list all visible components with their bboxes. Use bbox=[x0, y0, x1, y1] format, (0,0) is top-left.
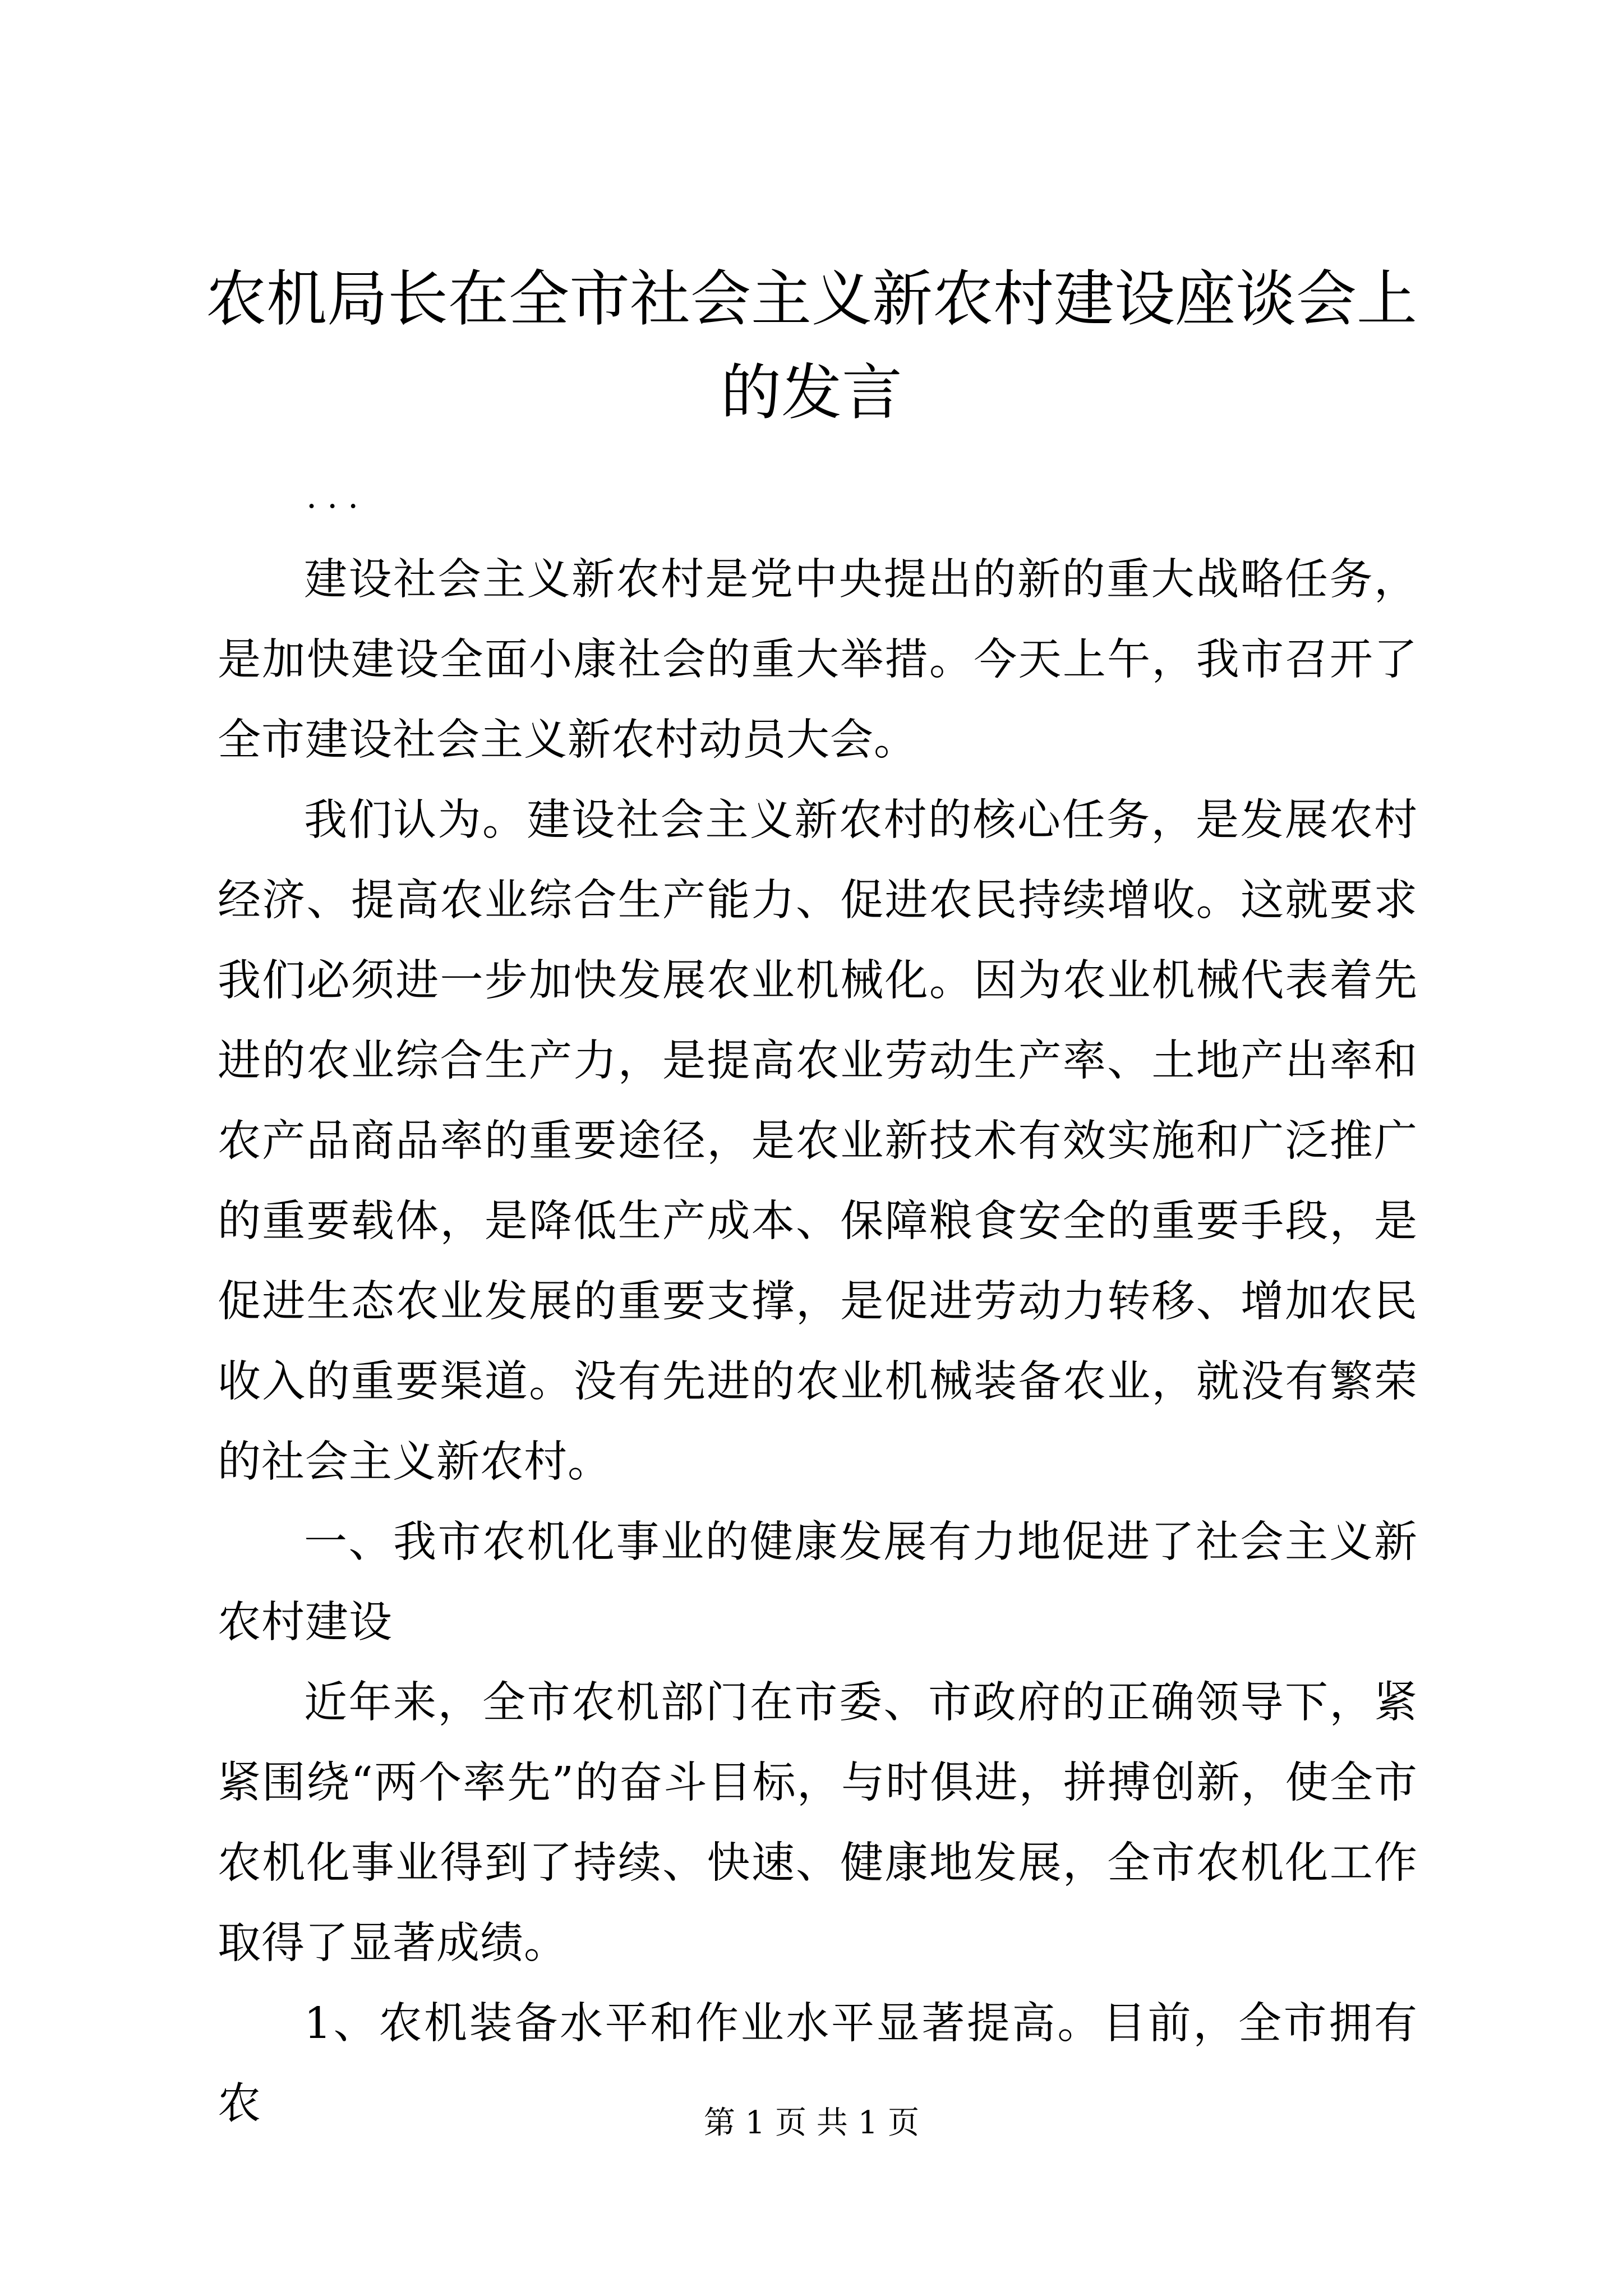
paragraph: 我们认为。建设社会主义新农村的核心任务，是发展农村经济、提高农业综合生产能力、促进农民持续增收。这就要求我们必须进一步加快发展农业机械化。因为农业机械代表着先进的农业综合生产力，是提高农业劳动生产率、土地产出率和农产品商品率的重要途径，是农业新技术有效实施和广泛推广的重要载体，是降低生产成本、保障粮食安全的重要手段，是促进生态农业发展的重要支撑，是促进劳动力转移、增加农民收入的重要渠道。没有先进的农业机械装备农业，就没有繁荣的社会主义新农村。 bbox=[218, 795, 1418, 1487]
paragraph: 近年来，全市农机部门在市委、市政府的正确领导下，紧紧围绕“两个率先”的奋斗目标，与时俱进，拼搏创新，使全市农机化事业得到了持续、快速、健康地发展，全市农机化工作取得了显著成绩。 bbox=[218, 1678, 1418, 1968]
paragraph: 1、农机装备水平和作业水平显著提高。目前，全市拥有农 bbox=[218, 1999, 1418, 2129]
document-title: 农机局长在全市社会主义新农村建设座谈会上的发言 bbox=[205, 264, 1417, 428]
page-footer: 第 1 页 共 1 页 bbox=[703, 2105, 920, 2141]
section-heading: 一、我市农机化事业的健康发展有力地促进了社会主义新农村建设 bbox=[218, 1517, 1418, 1648]
document-body bbox=[218, 540, 1418, 2144]
paragraph: 建设社会主义新农村是党中央提出的新的重大战略任务，是加快建设全面小康社会的重大举措。今天上午，我市召开了全市建设社会主义新农村动员大会。 bbox=[218, 555, 1418, 765]
ellipsis-marker: ... bbox=[306, 477, 369, 516]
